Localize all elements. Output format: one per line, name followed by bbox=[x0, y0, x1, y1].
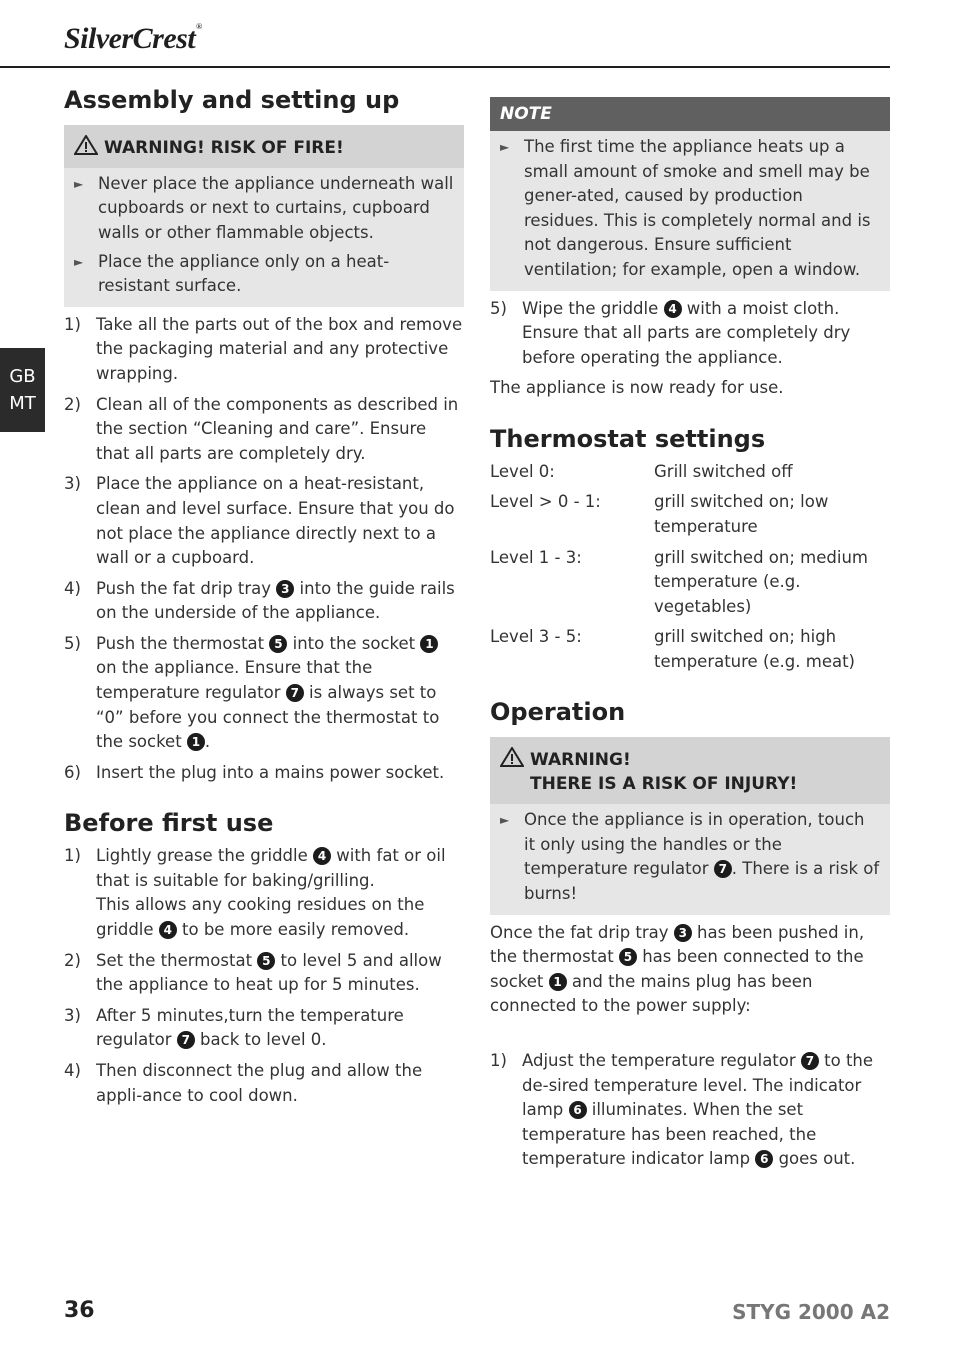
model-number: STYG 2000 A2 bbox=[732, 1300, 890, 1324]
list-item: 5) Wipe the griddle 4 with a moist cloth. Ensure that all parts are completely dry before operating the appliance. bbox=[490, 298, 851, 367]
page-number: 36 bbox=[64, 1298, 95, 1323]
fire-warning-header bbox=[64, 125, 464, 168]
lang-code-mt: MT bbox=[9, 393, 36, 414]
part-number-badge: 1 bbox=[549, 973, 567, 991]
header-rule bbox=[0, 66, 890, 68]
part-number-badge: 5 bbox=[269, 635, 287, 653]
arrow-bullet-icon: ► bbox=[500, 813, 510, 828]
language-tab bbox=[0, 348, 45, 432]
fire-warning-title: WARNING! RISK OF FIRE! bbox=[104, 137, 344, 158]
arrow-bullet-icon: ► bbox=[74, 176, 84, 191]
ready-text: The appliance is now ready for use. bbox=[490, 378, 784, 398]
list-item: 3) After 5 minutes,turn the temperature regulator 7 back to level 0. bbox=[64, 1005, 404, 1050]
part-number-badge: 4 bbox=[664, 300, 682, 318]
before-first-use-heading: Before first use bbox=[64, 809, 274, 838]
arrow-bullet-icon: ► bbox=[74, 254, 84, 269]
right-column bbox=[490, 97, 890, 1172]
list-item: 3) Place the appliance on a heat-resistant, clean and level surface. Ensure that you do not place the appliance directly next to a wall or a cupboard. bbox=[64, 474, 455, 568]
warning-triangle-icon bbox=[500, 747, 524, 767]
note-box bbox=[490, 97, 890, 291]
injury-warning-header: WARNING! THERE IS A RISK OF INJURY! bbox=[490, 737, 890, 804]
table-row: Level 3 - 5: grill switched on; high temperature (e.g. meat) bbox=[490, 627, 855, 671]
fire-warning-box bbox=[64, 125, 464, 307]
list-item: 1) Adjust the temperature regulator 7 to the de-sired temperature level. The indicator lamp 6 illuminates. When the set temperature has been reached, the temperature indicator lamp 6 goes out. bbox=[490, 1051, 874, 1169]
part-number-badge: 4 bbox=[159, 921, 177, 939]
assembly-heading: Assembly and setting up bbox=[64, 86, 400, 114]
warning-bullet: ► Never place the appliance underneath wall cupboards or next to curtains, cupboard walls or other flammable objects. bbox=[74, 172, 454, 246]
note-header: NOTE bbox=[490, 97, 890, 131]
part-number-badge: 1 bbox=[187, 733, 205, 751]
before-steps bbox=[64, 844, 464, 1108]
part-number-badge: 6 bbox=[569, 1101, 587, 1119]
part-number-badge: 3 bbox=[276, 580, 294, 598]
part-number-badge: 7 bbox=[801, 1052, 819, 1070]
list-item: 2) Set the thermostat 5 to level 5 and allow the appliance to heat up for 5 minutes. bbox=[64, 950, 442, 995]
part-number-badge: 4 bbox=[313, 847, 331, 865]
part-number-badge: 5 bbox=[619, 948, 637, 966]
left-column bbox=[64, 86, 464, 1108]
warning-bullet: ► Place the appliance only on a heat-resistant surface. bbox=[74, 250, 454, 299]
warning-triangle-icon bbox=[74, 135, 98, 155]
brand-logo: SilverCrest® bbox=[64, 22, 202, 55]
operation-heading: Operation bbox=[490, 698, 626, 727]
list-item: 4) Then disconnect the plug and allow the appli-ance to cool down. bbox=[64, 1061, 423, 1105]
thermostat-heading: Thermostat settings bbox=[490, 424, 766, 453]
table-row: Level 0: Grill switched off bbox=[490, 461, 793, 481]
warning-bullet: ► Once the appliance is in operation, touch it only using the handles or the temperature regulator 7 . There is a risk of burns! bbox=[500, 808, 880, 906]
lang-code-gb: GB bbox=[9, 366, 36, 387]
operation-intro: Once the fat drip tray 3 has been pushed in, the thermostat 5 has been connected to the socket 1 and the mains plug has been connected to the power supply: bbox=[490, 922, 865, 1016]
assembly-steps bbox=[64, 313, 464, 786]
part-number-badge: 7 bbox=[714, 860, 732, 878]
part-number-badge: 1 bbox=[420, 635, 438, 653]
table-row: Level > 0 - 1: grill switched on; low temperature bbox=[490, 492, 829, 536]
list-item: 1) Take all the parts out of the box and remove the packaging material and any protective wrapping. bbox=[64, 314, 463, 383]
note-bullet: ► The first time the appliance heats up a small amount of smoke and smell may be gener-ated, caused by production residues. This is completely normal and is not dangerous. Ensure sufficient ventilation; for example, open a window. bbox=[500, 135, 880, 283]
part-number-badge: 7 bbox=[177, 1031, 195, 1049]
list-item: 1) Lightly grease the griddle 4 with fat or oil that is suitable for baking/grilling. This allows any cooking residues on the griddle 4 to be more easily removed. bbox=[64, 846, 446, 940]
list-item: 5) Push the thermostat 5 into the socket 1 on the appliance. Ensure that the temperature regulator 7 is always set to “0” before you connect the thermostat to the socket 1 . bbox=[64, 633, 440, 752]
list-item: 2) Clean all of the components as described in the section “Cleaning and care”. Ensure that all parts are completely dry. bbox=[64, 394, 459, 463]
operation-steps bbox=[490, 1049, 890, 1172]
thermostat-table bbox=[490, 460, 890, 675]
injury-warning-box bbox=[490, 737, 890, 914]
part-number-badge: 5 bbox=[257, 952, 275, 970]
table-row: Level 1 - 3: grill switched on; medium temperature (e.g. vegetables) bbox=[490, 547, 868, 616]
part-number-badge: 3 bbox=[674, 924, 692, 942]
arrow-bullet-icon: ► bbox=[500, 140, 510, 154]
list-item: 6) Insert the plug into a mains power socket. bbox=[64, 762, 445, 782]
part-number-badge: 6 bbox=[755, 1150, 773, 1168]
list-item: 4) Push the fat drip tray 3 into the guide rails on the underside of the appliance. bbox=[64, 578, 455, 623]
cleaning-step bbox=[490, 297, 890, 401]
part-number-badge: 7 bbox=[286, 684, 304, 702]
